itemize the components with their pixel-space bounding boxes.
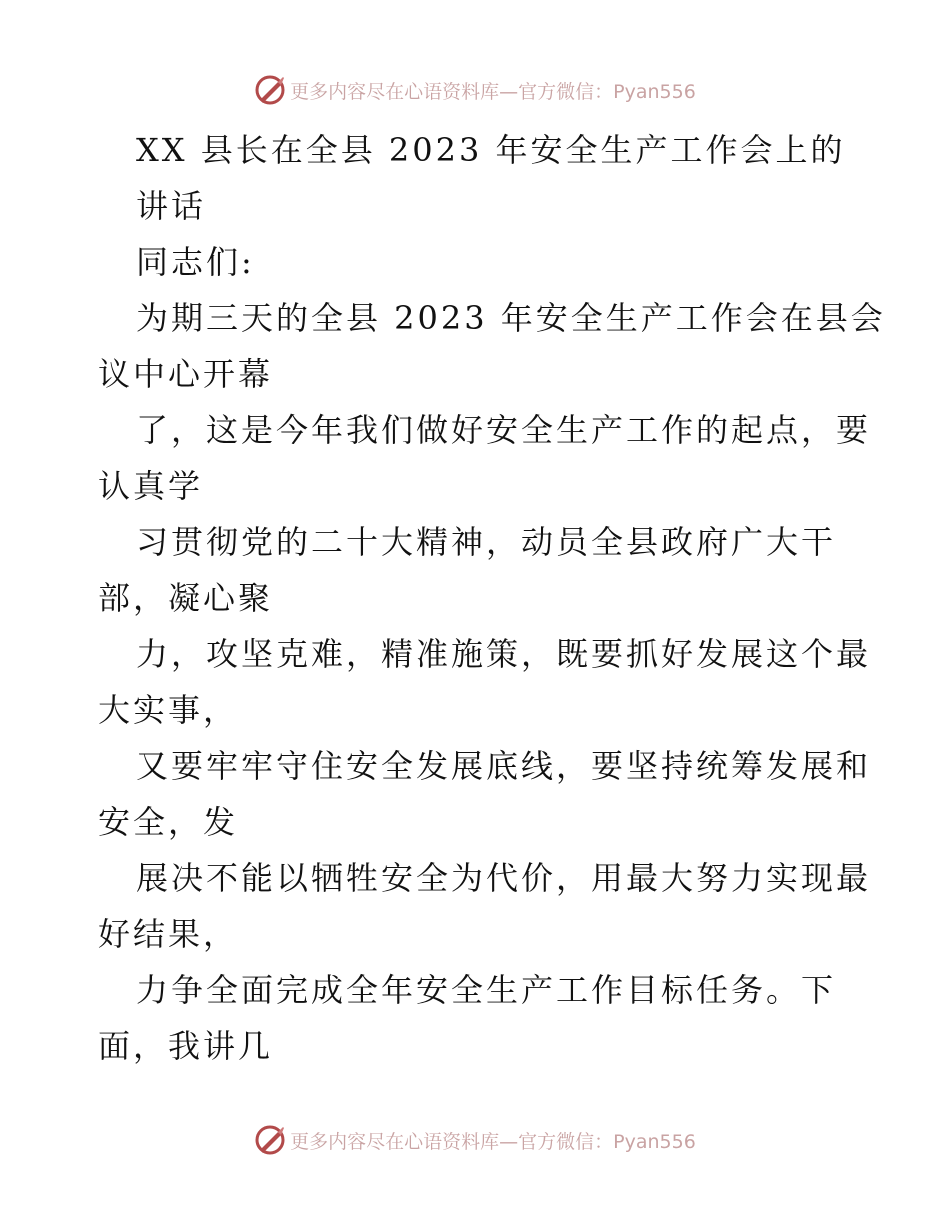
quill-logo-icon xyxy=(254,1124,286,1156)
paragraph-line: 认真学 xyxy=(98,467,204,505)
title-line-2: 讲话 xyxy=(136,187,207,225)
watermark-banner-bottom xyxy=(0,1120,950,1160)
salutation: 同志们: xyxy=(136,243,255,281)
watermark-text: 更多内容尽在心语资料库—官方微信：Pyan556 xyxy=(290,80,696,103)
paragraph-line: 习贯彻党的二十大精神，动员全县政府广大干 xyxy=(136,523,837,561)
document-body xyxy=(98,122,886,1074)
paragraph-line: 为期三天的全县 2023 年安全生产工作会在县会 xyxy=(136,299,886,337)
paragraph-line: 大实事， xyxy=(98,691,239,729)
paragraph-line: 好结果， xyxy=(98,915,239,953)
paragraph-line: 部，凝心聚 xyxy=(98,579,274,617)
paragraph-line: 力，攻坚克难，精准施策，既要抓好发展这个最 xyxy=(136,635,872,673)
paragraph-line: 展决不能以牺牲安全为代价，用最大努力实现最 xyxy=(136,859,872,897)
quill-logo-icon xyxy=(254,74,286,106)
watermark-text: 更多内容尽在心语资料库—官方微信：Pyan556 xyxy=(290,1130,696,1153)
paragraph-line: 又要牢牢守住安全发展底线，要坚持统筹发展和 xyxy=(136,747,872,785)
watermark-banner-top xyxy=(0,70,950,110)
paragraph-line: 力争全面完成全年安全生产工作目标任务。下 xyxy=(136,971,837,1009)
paragraph-line: 了，这是今年我们做好安全生产工作的起点，要 xyxy=(136,411,872,449)
paragraph-line: 面，我讲几 xyxy=(98,1027,274,1065)
paragraph-line: 安全，发 xyxy=(98,803,239,841)
paragraph-line: 议中心开幕 xyxy=(98,355,274,393)
title-line-1: XX 县长在全县 2023 年安全生产工作会上的 xyxy=(136,131,846,169)
